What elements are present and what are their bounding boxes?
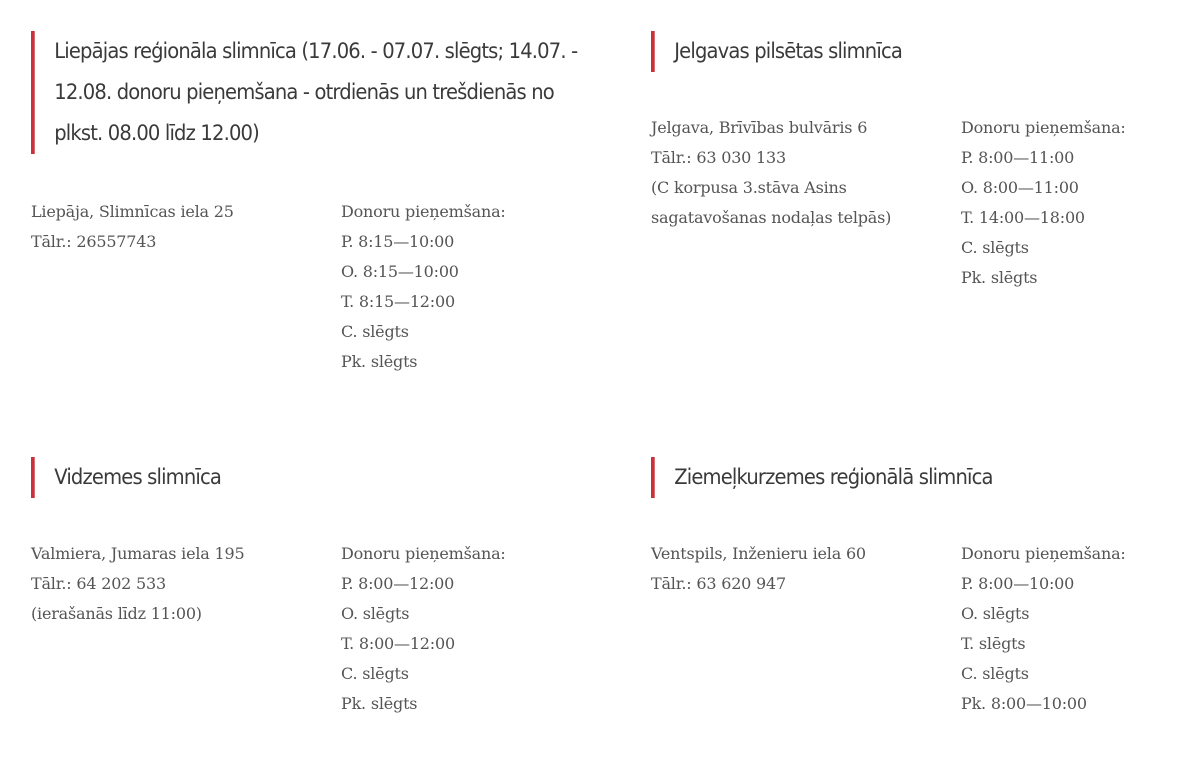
- schedule-row: C. slēgts: [341, 322, 409, 341]
- schedule-row: T. 14:00—18:00: [961, 208, 1085, 227]
- hospital-title: [651, 457, 1186, 498]
- schedule-row: O. 8:00—11:00: [961, 178, 1079, 197]
- hospital-title-line: 12.08. donoru pieņemšana - otrdienās un trešdienās no: [54, 80, 554, 104]
- address-line: Liepāja, Slimnīcas iela 25: [31, 202, 234, 221]
- address-note: (ierašanās līdz 11:00): [31, 604, 202, 623]
- schedule-row: T. 8:00—12:00: [341, 634, 455, 653]
- hospital-title: [31, 31, 603, 154]
- hospital-card-ziemelkurzeme: [651, 457, 1186, 713]
- schedule-row: Pk. 8:00—10:00: [961, 694, 1087, 713]
- address-line: Ventspils, Inženieru iela 60: [651, 544, 866, 563]
- address-note: (C korpusa 3.stāva Asins: [651, 178, 847, 197]
- schedule-row: P. 8:00—12:00: [341, 574, 455, 593]
- schedule-row: Pk. slēgts: [961, 268, 1038, 287]
- schedule-title: Donoru pieņemšana:: [961, 118, 1126, 137]
- schedule-row: T. 8:15—12:00: [341, 292, 455, 311]
- hospital-title: [31, 457, 603, 498]
- hospital-card-vidzeme: [31, 457, 591, 713]
- schedule-block: [961, 539, 1186, 719]
- schedule-row: P. 8:00—11:00: [961, 148, 1075, 167]
- phone-line: Tālr.: 63 620 947: [651, 574, 786, 593]
- schedule-row: T. slēgts: [961, 634, 1026, 653]
- hospital-title-line: plkst. 08.00 līdz 12.00): [54, 121, 259, 145]
- hospital-title-line: Jelgavas pilsētas slimnīca: [674, 39, 902, 63]
- hospital-title-line: Vidzemes slimnīca: [54, 465, 222, 489]
- schedule-row: C. slēgts: [961, 664, 1029, 683]
- address-line: Jelgava, Brīvības bulvāris 6: [651, 118, 868, 137]
- phone-line: Tālr.: 64 202 533: [31, 574, 166, 593]
- schedule-row: O. slēgts: [341, 604, 410, 623]
- phone-line: Tālr.: 63 030 133: [651, 148, 786, 167]
- address-block: [651, 113, 951, 233]
- hospital-title-line: Ziemeļkurzemes reģionālā slimnīca: [674, 465, 993, 489]
- schedule-block: [961, 113, 1186, 293]
- hospital-card-liepaja: [31, 31, 591, 371]
- address-block: [31, 197, 331, 257]
- schedule-row: C. slēgts: [341, 664, 409, 683]
- address-block: [651, 539, 951, 599]
- schedule-title: Donoru pieņemšana:: [341, 544, 506, 563]
- hospital-title-line: Liepājas reģionāla slimnīca (17.06. - 07.07. slēgts; 14.07. -: [54, 39, 578, 63]
- schedule-row: P. 8:00—10:00: [961, 574, 1075, 593]
- schedule-row: C. slēgts: [961, 238, 1029, 257]
- schedule-title: Donoru pieņemšana:: [961, 544, 1126, 563]
- schedule-block: [341, 539, 591, 719]
- schedule-row: Pk. slēgts: [341, 352, 418, 371]
- schedule-row: O. 8:15—10:00: [341, 262, 459, 281]
- schedule-title: Donoru pieņemšana:: [341, 202, 506, 221]
- address-note: sagatavošanas nodaļas telpās): [651, 208, 892, 227]
- address-line: Valmiera, Jumaras iela 195: [31, 544, 245, 563]
- schedule-row: P. 8:15—10:00: [341, 232, 455, 251]
- schedule-row: Pk. slēgts: [341, 694, 418, 713]
- hospital-card-jelgava: [651, 31, 1186, 287]
- hospital-title: [651, 31, 1186, 72]
- schedule-row: O. slēgts: [961, 604, 1030, 623]
- schedule-block: [341, 197, 591, 377]
- address-block: [31, 539, 331, 629]
- phone-line: Tālr.: 26557743: [31, 232, 157, 251]
